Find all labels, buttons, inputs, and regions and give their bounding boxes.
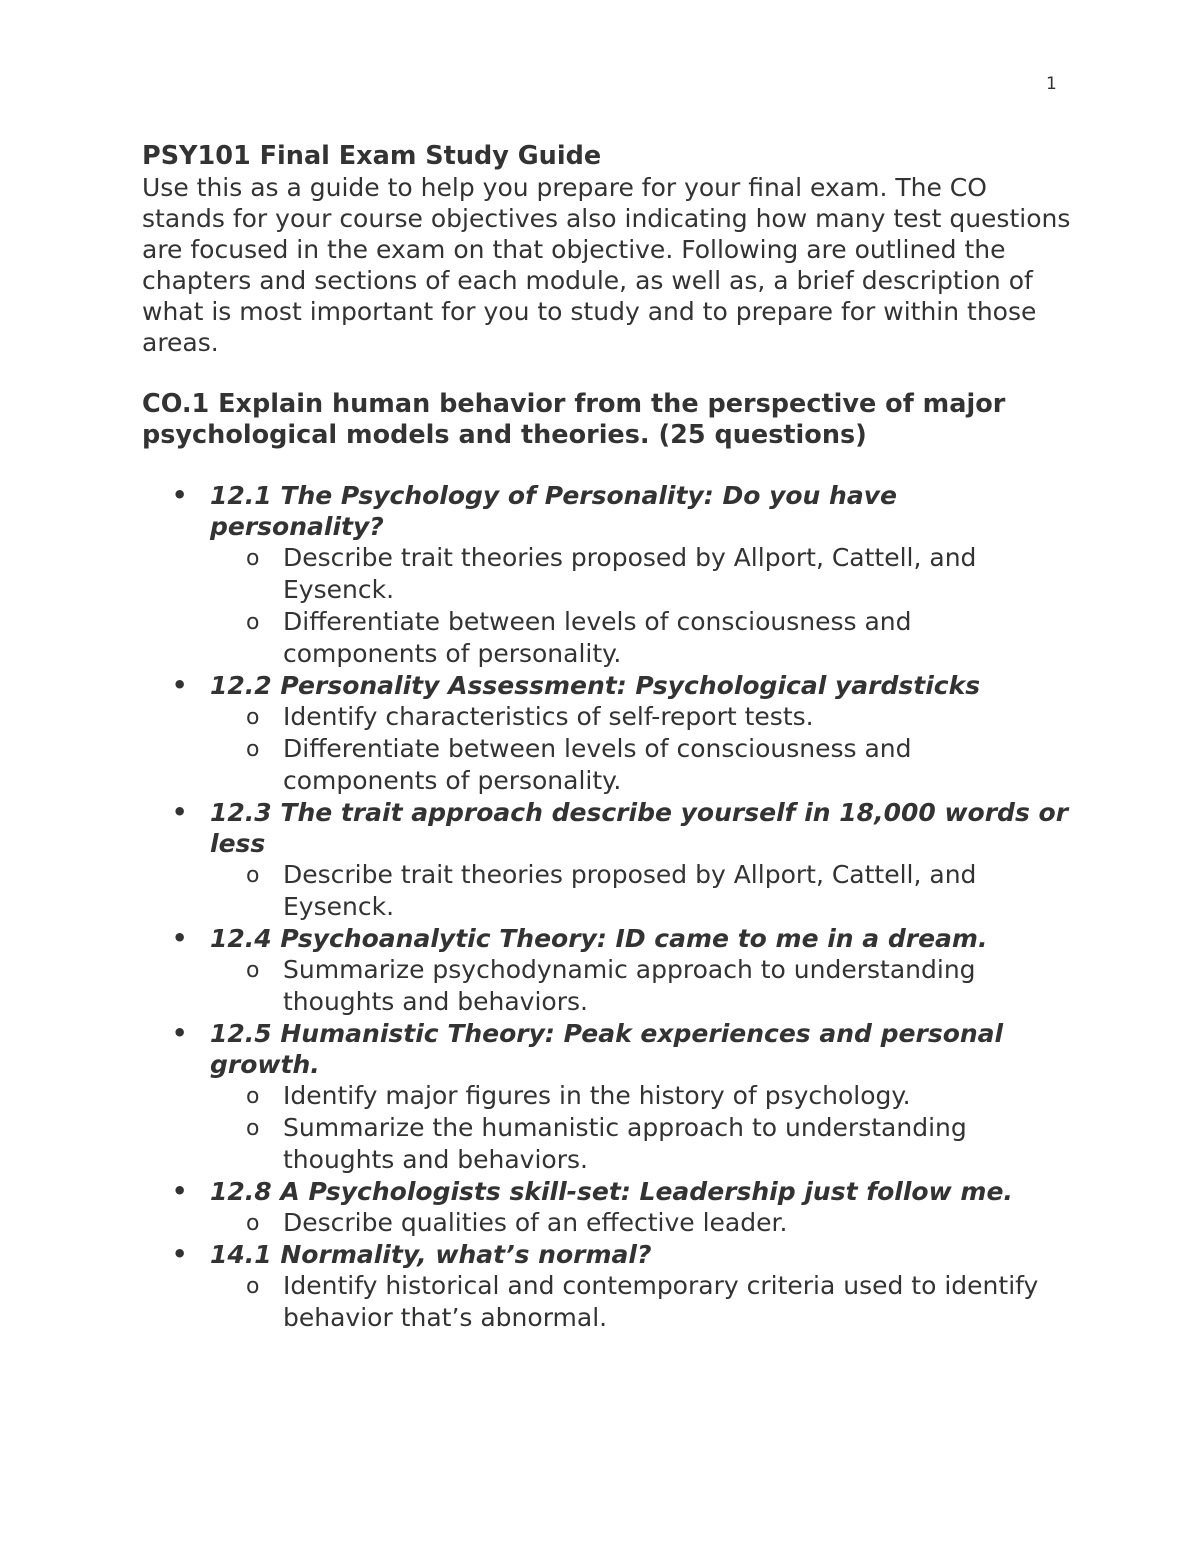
sub-bullet-icon: o [246, 1116, 260, 1141]
bullet-icon: • [172, 1019, 188, 1047]
objective-item [210, 1112, 1072, 1176]
objective-text: Summarize psychodynamic approach to understanding thoughts and behaviors. [283, 955, 976, 1016]
objective-text: Differentiate between levels of consciousness and components of personality. [283, 607, 912, 668]
objective-list [210, 1207, 1072, 1239]
objective-item [210, 701, 1072, 733]
section-item [142, 1176, 1072, 1239]
page-number: 1 [1046, 74, 1057, 94]
bullet-icon: • [172, 798, 188, 826]
objective-text: Identify characteristics of self-report tests. [283, 702, 814, 731]
section-list [142, 480, 1072, 1334]
objective-item [210, 733, 1072, 797]
section-title: 14.1 Normality, what’s normal? [210, 1240, 652, 1269]
objective-text: Identify major figures in the history of psychology. [283, 1081, 911, 1110]
section-item [142, 1239, 1072, 1334]
objective-item [210, 606, 1072, 670]
sub-bullet-icon: o [246, 546, 260, 571]
sub-bullet-icon: o [246, 1274, 260, 1299]
objective-item [210, 859, 1072, 923]
sub-bullet-icon: o [246, 1211, 260, 1236]
objective-list [210, 701, 1072, 797]
objective-text: Describe trait theories proposed by Allport, Cattell, and Eysenck. [283, 860, 977, 921]
section-item [142, 797, 1072, 923]
objective-item [210, 1207, 1072, 1239]
section-title: 12.8 A Psychologists skill-set: Leadership just follow me. [210, 1177, 1013, 1206]
section-item [142, 670, 1072, 797]
course-objective-heading: CO.1 Explain human behavior from the perspective of major psychological models and theories. (25 questions) [142, 389, 1006, 450]
document-body [142, 140, 1072, 1334]
bullet-icon: • [172, 1177, 188, 1205]
bullet-icon: • [172, 924, 188, 952]
sub-bullet-icon: o [246, 610, 260, 635]
objective-list [210, 1270, 1072, 1334]
sub-bullet-icon: o [246, 737, 260, 762]
sub-bullet-icon: o [246, 1084, 260, 1109]
sub-bullet-icon: o [246, 958, 260, 983]
objective-list [210, 859, 1072, 923]
sub-bullet-icon: o [246, 863, 260, 888]
section-item [142, 480, 1072, 670]
objective-text: Summarize the humanistic approach to understanding thoughts and behaviors. [283, 1113, 967, 1174]
intro-paragraph: Use this as a guide to help you prepare for your final exam. The CO stands for your course objectives also indicating how many test questions are focused in the exam on that objective. Following are outlined the chapters and sections of each module, as well as, a brief description of what is most important for you to study and to prepare for within those areas. [142, 173, 1071, 357]
section-title: 12.3 The trait approach describe yourself in 18,000 words or less [210, 798, 1069, 858]
objective-text: Describe trait theories proposed by Allport, Cattell, and Eysenck. [283, 543, 977, 604]
bullet-icon: • [172, 481, 188, 509]
objective-list [210, 542, 1072, 670]
section-item [142, 923, 1072, 1018]
bullet-icon: • [172, 671, 188, 699]
section-title: 12.2 Personality Assessment: Psychological yardsticks [210, 671, 981, 700]
section-title: 12.5 Humanistic Theory: Peak experiences and personal growth. [210, 1019, 1004, 1079]
objective-text: Describe qualities of an effective leader. [283, 1208, 788, 1237]
document-title: PSY101 Final Exam Study Guide [142, 141, 602, 171]
bullet-icon: • [172, 1240, 188, 1268]
section-title: 12.4 Psychoanalytic Theory: ID came to me in a dream. [210, 924, 988, 953]
objective-item [210, 1080, 1072, 1112]
objective-item [210, 542, 1072, 606]
objective-item [210, 954, 1072, 1018]
objective-text: Differentiate between levels of consciousness and components of personality. [283, 734, 912, 795]
objective-item [210, 1270, 1072, 1334]
section-item [142, 1018, 1072, 1176]
objective-text: Identify historical and contemporary criteria used to identify behavior that’s abnormal. [283, 1271, 1039, 1332]
objective-list [210, 954, 1072, 1018]
objective-list [210, 1080, 1072, 1176]
sub-bullet-icon: o [246, 705, 260, 730]
section-title: 12.1 The Psychology of Personality: Do you have personality? [210, 481, 897, 541]
